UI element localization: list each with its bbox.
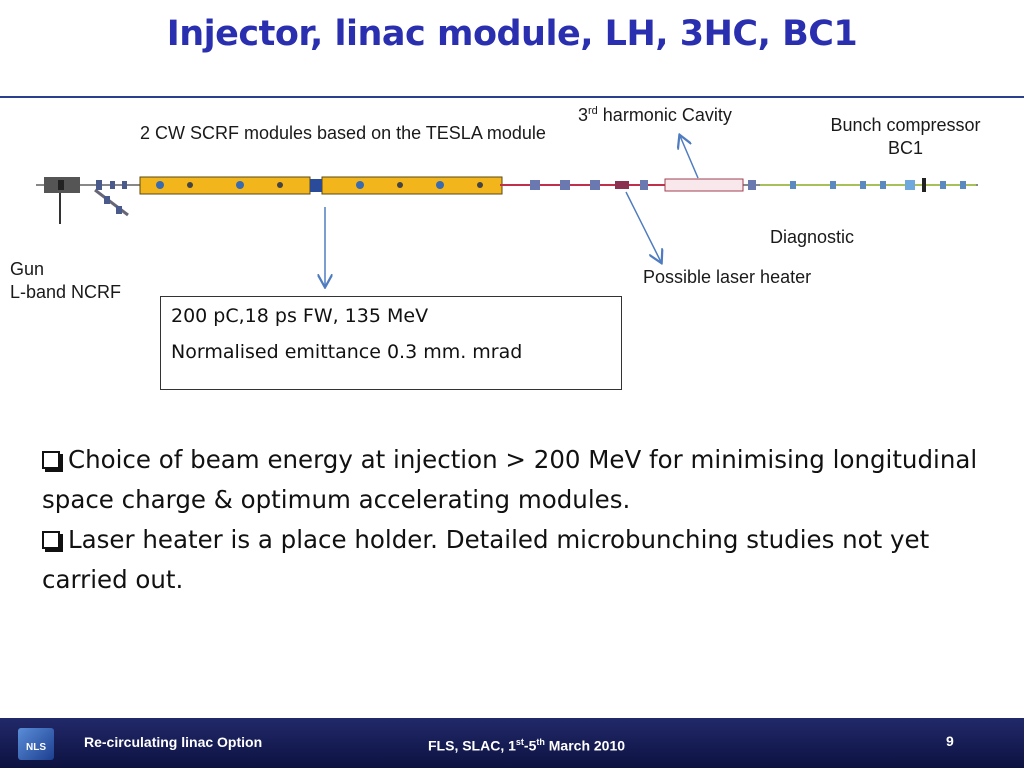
checkbox-bullet-icon [42,531,60,549]
slide-title: Injector, linac module, LH, 3HC, BC1 [166,14,858,54]
third-harmonic-cavity [665,179,743,191]
scrf-module-1 [140,177,310,194]
third-harmonic-label: 3rd harmonic Cavity [578,105,732,125]
page-number: 9 [946,733,954,749]
bullet-item: Choice of beam energy at injection > 200 MeV for minimising longitudinal space charge & optimum accelerating modules. [42,445,978,514]
spec-line-1: 200 pC,18 ps FW, 135 MeV [171,305,429,327]
slide-footer [0,718,1024,768]
nls-logo-icon: NLS [18,728,54,760]
modules-label: 2 CW SCRF modules based on the TESLA module [140,123,546,143]
bc1-dipole [905,180,915,190]
bunch-compressor-label: Bunch compressor BC1 [830,115,981,159]
module-coupler [310,179,322,192]
bullet-list [42,440,982,600]
gun-label: Gun L-band NCRF [10,259,122,303]
title-divider [0,96,1024,98]
beamline-schematic [0,150,1024,230]
bullet-item: Laser heater is a place holder. Detailed microbunching studies not yet carried out. [42,525,930,594]
laser-heater-chicane [615,181,629,189]
beam-spec-box [160,296,622,390]
scrf-module-2 [322,177,502,194]
footer-left-text: Re-circulating linac Option [84,734,263,750]
diagnostic-label: Diagnostic [770,227,855,247]
spec-line-2: Normalised emittance 0.3 mm. mrad [171,340,523,363]
footer-center-text: FLS, SLAC, 1st-5th March 2010 [428,737,626,754]
checkbox-bullet-icon [42,451,60,469]
laser-heater-label: Possible laser heater [643,267,812,287]
gun-dogleg [95,190,128,215]
